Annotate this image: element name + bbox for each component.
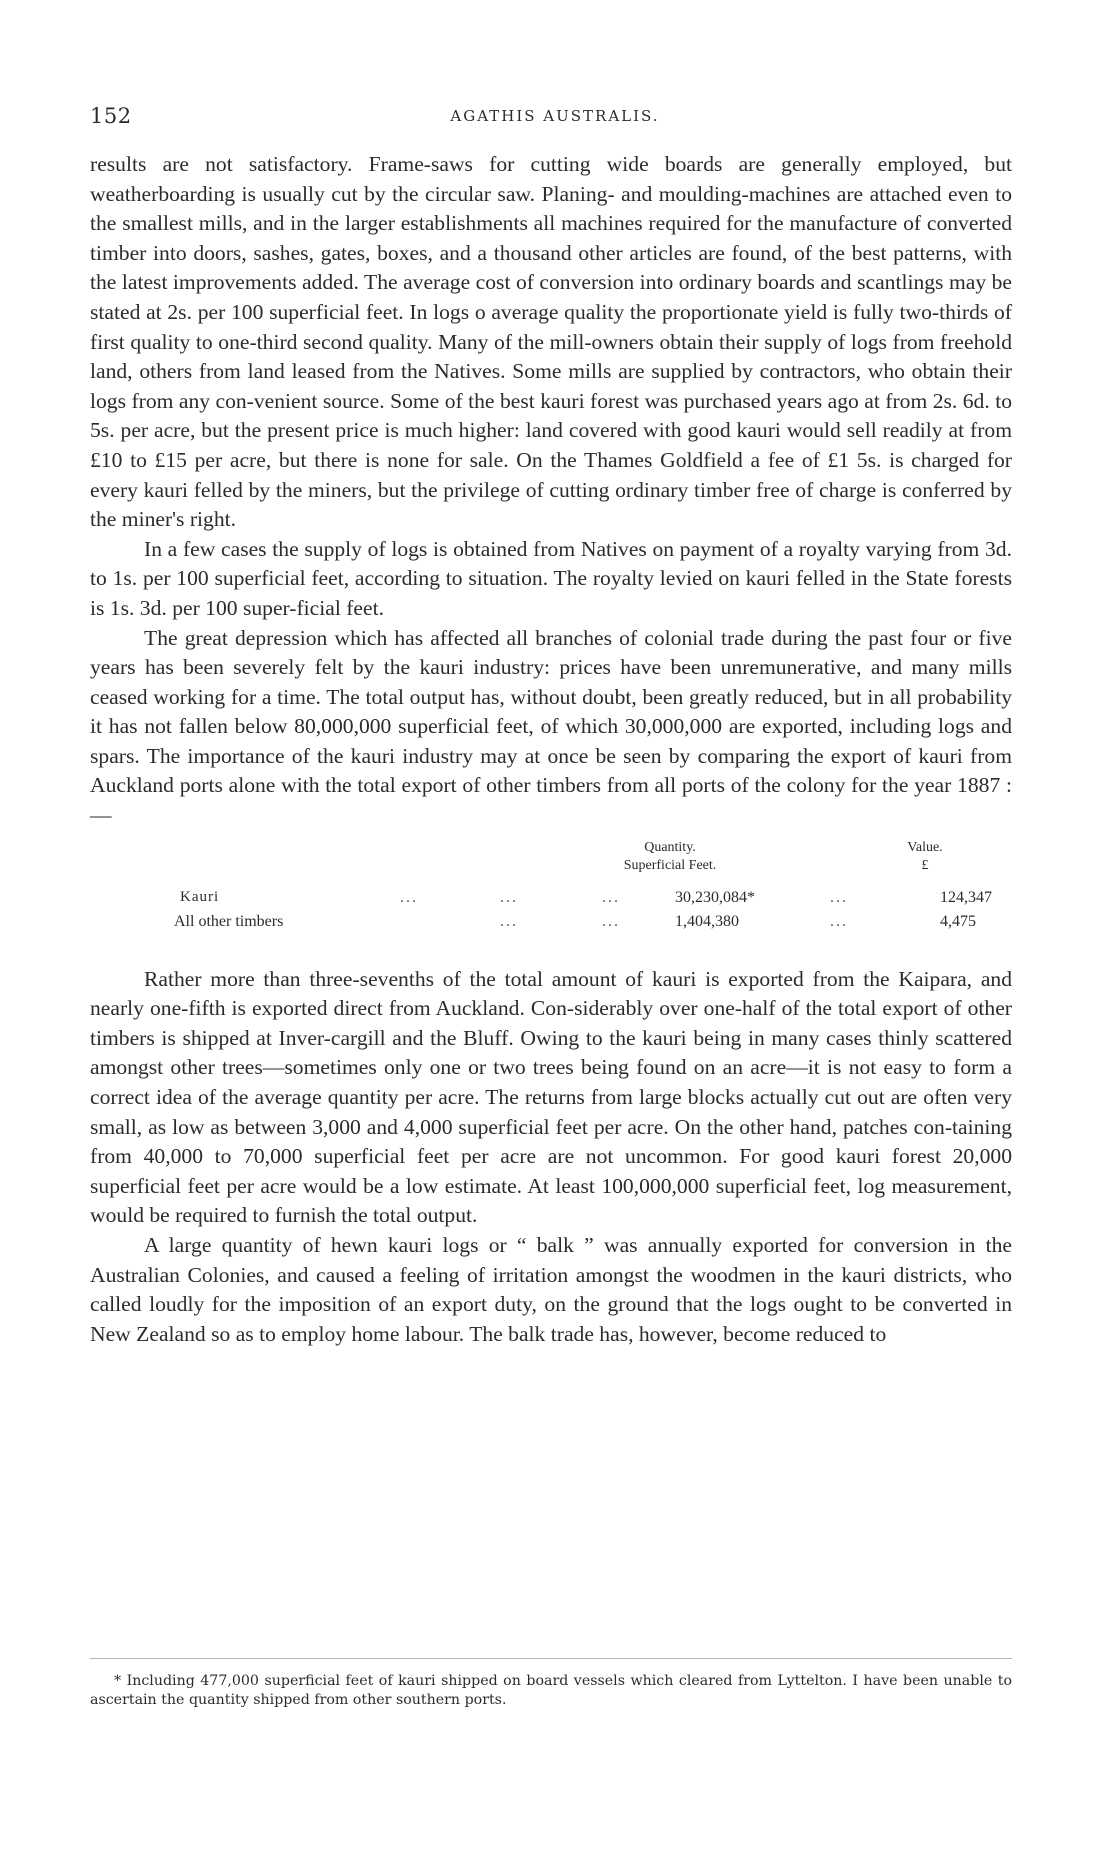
- running-title: AGATHIS AUSTRALIS.: [450, 107, 660, 125]
- row-label: Kauri: [180, 888, 220, 905]
- page-number: 152: [90, 104, 132, 128]
- leader-dots: ...: [830, 912, 848, 930]
- footnote: * Including 477,000 superficial feet of kauri shipped on board vessels which cleared from Lyttelton. I have been unable to ascertain the quantity shipped from other southern ports.: [90, 1673, 1012, 1708]
- leader-dots: ...: [400, 888, 418, 906]
- footnote-divider: [90, 1658, 1012, 1659]
- leader-dots: ...: [602, 888, 620, 906]
- row-quantity: 1,404,380: [675, 912, 739, 930]
- paragraph-4: Rather more than three-sevenths of the total amount of kauri is exported from the Kaipara, and nearly one-fifth is exported direct from Auckland. Con-siderably over one-half of the total export of other timbers is shipped at Inver-cargill and the Bluff. Owing to the kauri being in many cases thinly scattered amongst other trees—sometimes only one or two trees being found on an acre—it is not easy to form a correct idea of the average quantity per acre. The returns from large blocks actually cut out are often very small, as low as between 3,000 and 4,000 superficial feet per acre. On the other hand, patches con-taining from 40,000 to 70,000 superficial feet per acre are not uncommon. For good kauri forest 20,000 superficial feet per acre would be a low estimate. At least 100,000,000 superficial feet, log measurement, would be required to furnish the total output.: [90, 966, 1012, 1228]
- value-header: Value.: [907, 839, 943, 855]
- paragraph-3: The great depression which has affected all branches of colonial trade during the past four or five years has been severely felt by the kauri industry: prices have been unremunerative, and many mills ceased working for a time. The total output has, without doubt, been greatly reduced, but in all probability it has not fallen below 80,000,000 superficial feet, of which 30,000,000 are exported, including logs and spars. The importance of the kauri industry may at once be seen by comparing the export of kauri from Auckland ports alone with the total export of other timbers from all ports of the colony for the year 1887 :—: [90, 625, 1012, 828]
- leader-dots: ...: [500, 888, 518, 906]
- row-label: All other timbers: [174, 912, 284, 930]
- row-value: 4,475: [940, 912, 976, 930]
- table-row: [90, 907, 1012, 931]
- paragraph-2: In a few cases the supply of logs is obtained from Natives on payment of a royalty varying from 3d. to 1s. per 100 superficial feet, according to situation. The royalty levied on kauri felled in the State forests is 1s. 3d. per 100 super-ficial feet.: [90, 536, 1012, 620]
- paragraph-1: results are not satisfactory. Frame-saws for cutting wide boards are generally employed, but weatherboarding is usually cut by the circular saw. Planing- and moulding-machines are attached even to the smallest mills, and in the larger establishments all machines required for the manufacture of converted timber into doors, sashes, gates, boxes, and a thousand other articles are found, of the best patterns, with the latest improvements added. The average cost of conversion into ordinary boards and scantlings may be stated at 2s. per 100 superficial feet. In logs o average quality the proportionate yield is fully two-thirds of first quality to one-third second quality. Many of the mill-owners obtain their supply of logs from freehold land, others from land leased from the Natives. Some mills are supplied by contractors, who obtain their logs from any con-venient source. Some of the best kauri forest was purchased years ago at from 2s. 6d. to 5s. per acre, but the present price is much higher: land covered with good kauri would sell readily at from £10 to £15 per acre, but there is none for sale. On the Thames Goldfield a fee of £1 5s. is charged for every kauri felled by the miners, but the privilege of cutting ordinary timber free of charge is conferred by the miner's right.: [90, 152, 1012, 532]
- leader-dots: ...: [602, 912, 620, 930]
- paragraph-5: A large quantity of hewn kauri logs or “ balk ” was annually exported for conversion in the Australian Colonies, and caused a feeling of irritation amongst the woodmen in the kauri districts, who called loudly for the imposition of an export duty, on the ground that the logs ought to be converted in New Zealand so as to employ home labour. The balk trade has, however, become reduced to: [90, 1233, 1012, 1346]
- export-table: [90, 835, 1012, 965]
- row-value: 124,347: [940, 888, 992, 906]
- table-row: [90, 883, 1012, 907]
- leader-dots: ...: [500, 912, 518, 930]
- leader-dots: ...: [830, 888, 848, 906]
- quantity-subheader: Superficial Feet.: [623, 857, 717, 873]
- row-quantity: 30,230,084*: [675, 888, 755, 906]
- quantity-header: Quantity.: [644, 839, 696, 855]
- page-header: [90, 104, 1020, 134]
- value-subheader: £: [921, 857, 929, 873]
- body-text: [90, 150, 1012, 1349]
